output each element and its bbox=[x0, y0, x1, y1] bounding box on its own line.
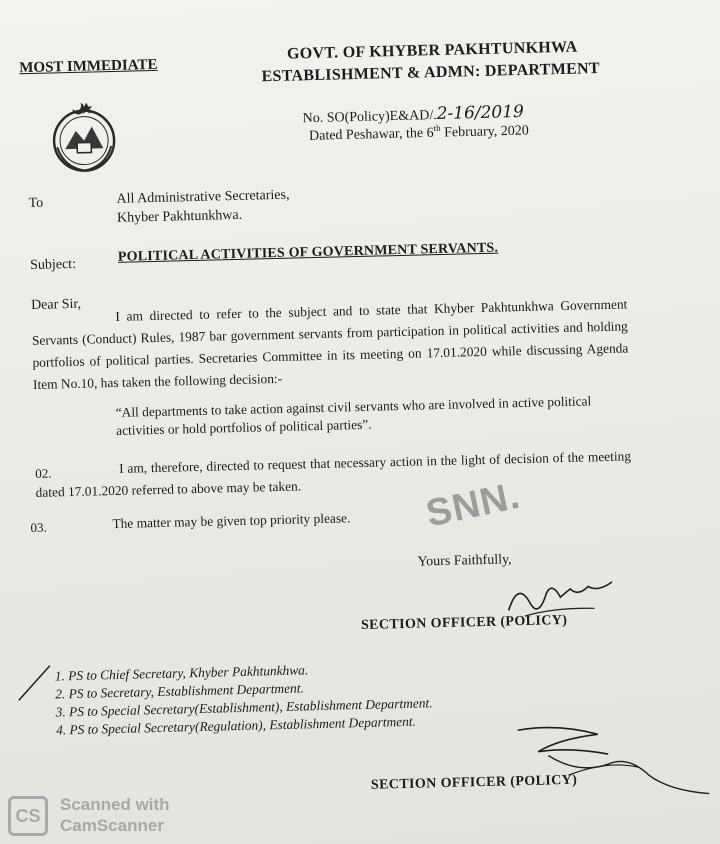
kp-emblem-icon bbox=[42, 96, 126, 180]
date-prefix: Dated Peshawar, the 6 bbox=[308, 125, 434, 144]
paragraph-2: I am, therefore, directed to request that necessary action in the light of decision of the meeting dated 17.01.2020 referred to above may be taken. bbox=[35, 448, 632, 500]
letter-date bbox=[309, 121, 529, 145]
signature-2 bbox=[507, 711, 719, 816]
copy-item: 4. PS to Special Secretary(Regulation), Establishment Department. bbox=[69, 712, 433, 739]
yours-faithfully: Yours Faithfully, bbox=[417, 552, 512, 570]
snn-watermark: SNN. bbox=[422, 474, 525, 536]
government-heading: GOVT. OF KHYBER PAKHTUNKHWA bbox=[286, 38, 578, 63]
subject-text: POLITICAL ACTIVITIES OF GOVERNMENT SERVANTS. bbox=[117, 240, 499, 265]
camscanner-line2: CamScanner bbox=[60, 816, 164, 835]
copy-item: 2. PS to Secretary, Establishment Department. bbox=[68, 676, 432, 703]
paragraph-3: The matter may be given top priority please. bbox=[112, 510, 351, 532]
copy-list bbox=[34, 658, 433, 740]
copy-item: 3. PS to Special Secretary(Establishment), Establishment Department. bbox=[69, 694, 433, 721]
date-suffix: February, 2020 bbox=[440, 123, 529, 141]
camscanner-text bbox=[60, 794, 170, 836]
reference-prefix: No. SO(Policy)E&AD/. bbox=[302, 108, 437, 127]
subject-label: Subject: bbox=[29, 256, 77, 274]
decision-quote: “All departments to take action against civil servants who are involved in active political activities or hold portfolios of political parties”. bbox=[115, 393, 592, 438]
addressee-line2: Khyber Pakhtunkhwa. bbox=[116, 207, 243, 226]
addressee-line1: All Administrative Secretaries, bbox=[116, 187, 290, 207]
copy-item: 1. PS to Chief Secretary, Khyber Pakhtunkhwa. bbox=[68, 658, 432, 685]
paragraph-3-number: 03. bbox=[30, 519, 47, 536]
to-label: To bbox=[28, 195, 44, 212]
salutation: Dear Sir, bbox=[30, 296, 82, 313]
date-superscript: th bbox=[433, 122, 441, 134]
reference-handwritten: 2-16/2019 bbox=[436, 101, 525, 125]
camscanner-line1: Scanned with bbox=[60, 795, 170, 814]
section-officer-title-2: SECTION OFFICER (POLICY) bbox=[370, 772, 578, 793]
paragraph-1: I am directed to refer to the subject and to state that Khyber Pakhtunkhwa Government Servants (Conduct) Rules, 1987 bar government servants from participation in political activities and holding portfolios of political parties. Secretaries Committee in its meeting on 17.01.2020 while discussing Agenda Item No.10, has taken the following decision:- bbox=[31, 296, 629, 392]
camscanner-logo-icon: CS bbox=[8, 796, 48, 836]
section-officer-title-1: SECTION OFFICER (POLICY) bbox=[360, 612, 568, 634]
department-heading: ESTABLISHMENT & ADMN: DEPARTMENT bbox=[261, 60, 601, 86]
paragraph-2-number: 02. bbox=[35, 465, 52, 481]
priority-marking: MOST IMMEDIATE bbox=[19, 56, 158, 77]
